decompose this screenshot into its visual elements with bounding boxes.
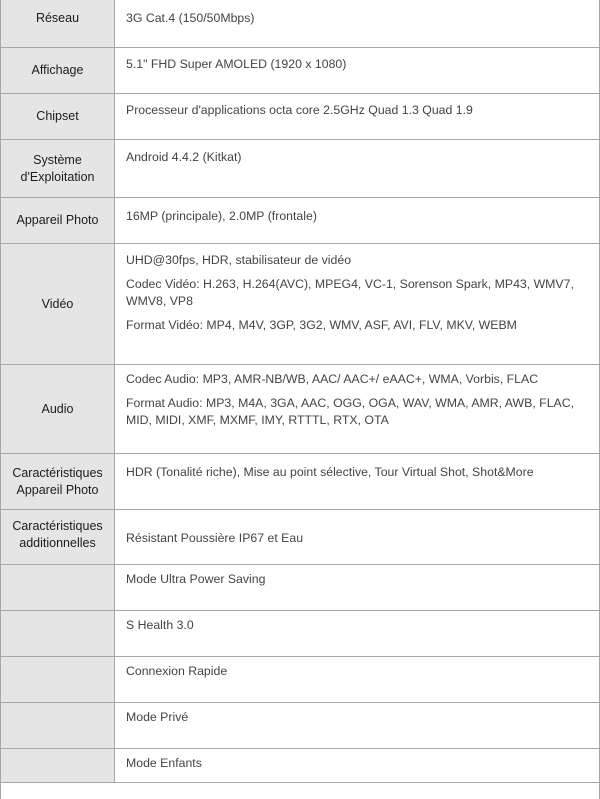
row-label: Affichage [31,63,84,77]
table-row [1,48,599,94]
row-label: Réseau [35,11,80,25]
row-label-cell [1,94,115,139]
row-label-cell [1,703,115,748]
row-value-cell [115,510,599,564]
row-value-cell [115,140,599,197]
table-row [1,703,599,749]
table-row [1,565,599,611]
row-label-cell [1,749,115,782]
row-label-cell [1,611,115,656]
row-value: UHD@30fps, HDR, stabilisateur de vidéo [126,253,352,267]
table-row [1,0,599,48]
row-value: 16MP (principale), 2.0MP (frontale) [126,209,317,223]
row-label-cell [1,140,115,197]
table-row [1,657,599,703]
table-row [1,244,599,365]
row-label-cell [1,198,115,243]
row-value: Connexion Rapide [126,664,228,678]
row-label: Appareil Photo [16,213,99,227]
row-value: Mode Enfants [126,756,202,770]
row-value-cell [115,0,599,47]
row-label: Chipset [36,109,79,123]
row-label: Vidéo [41,296,74,311]
row-label-cell [1,565,115,610]
row-label-cell [1,365,115,453]
row-value: Format Audio: MP3, M4A, 3GA, AAC, OGG, OGA, WAV, WMA, AMR, AWB, FLAC, MID, MIDI, XMF, MXMF, IMY, RTTTL, RTX, OTA [126,396,575,427]
row-value: HDR (Tonalité riche), Mise au point sélective, Tour Virtual Shot, Shot&More [126,465,534,479]
row-value: 3G Cat.4 (150/50Mbps) [126,11,255,25]
row-value-cell [115,94,599,139]
table-row [1,198,599,244]
row-label-cell [1,244,115,364]
row-label-cell [1,510,115,564]
row-value: Résistant Poussière IP67 et Eau [126,531,304,545]
row-value: Mode Ultra Power Saving [126,572,266,586]
row-label: Système d'Exploitation [20,152,95,184]
row-label: Caractéristiques Appareil Photo [12,465,103,497]
row-value: Android 4.4.2 (Kitkat) [126,150,242,164]
row-value-cell [115,565,599,610]
row-value-cell [115,48,599,93]
row-value: 5.1" FHD Super AMOLED (1920 x 1080) [126,57,347,71]
row-label-cell [1,48,115,93]
row-value: Format Vidéo: MP4, M4V, 3GP, 3G2, WMV, ASF, AVI, FLV, MKV, WEBM [126,318,517,332]
row-label-cell [1,657,115,702]
row-value-cell [115,749,599,782]
row-value: S Health 3.0 [126,618,194,632]
table-row [1,365,599,454]
table-row [1,94,599,140]
row-value-cell [115,703,599,748]
row-label: Audio [41,401,74,416]
row-value-cell [115,657,599,702]
row-value: Processeur d'applications octa core 2.5GHz Quad 1.3 Quad 1.9 [126,103,473,117]
row-label-cell [1,0,115,47]
row-value-cell [115,454,599,509]
row-value-cell [115,244,599,364]
table-row [1,749,599,783]
row-value-cell [115,365,599,453]
row-label: Caractéristiques additionnelles [12,519,103,550]
table-row [1,611,599,657]
row-value-cell [115,198,599,243]
row-label-cell [1,454,115,509]
table-row [1,510,599,565]
row-value: Codec Audio: MP3, AMR-NB/WB, AAC/ AAC+/ eAAC+, WMA, Vorbis, FLAC [126,372,539,386]
row-value: Mode Privé [126,710,189,724]
row-value-cell [115,611,599,656]
table-row [1,140,599,198]
row-value: Codec Vidéo: H.263, H.264(AVC), MPEG4, VC-1, Sorenson Spark, MP43, WMV7, WMV8, VP8 [126,277,574,308]
table-row [1,454,599,510]
